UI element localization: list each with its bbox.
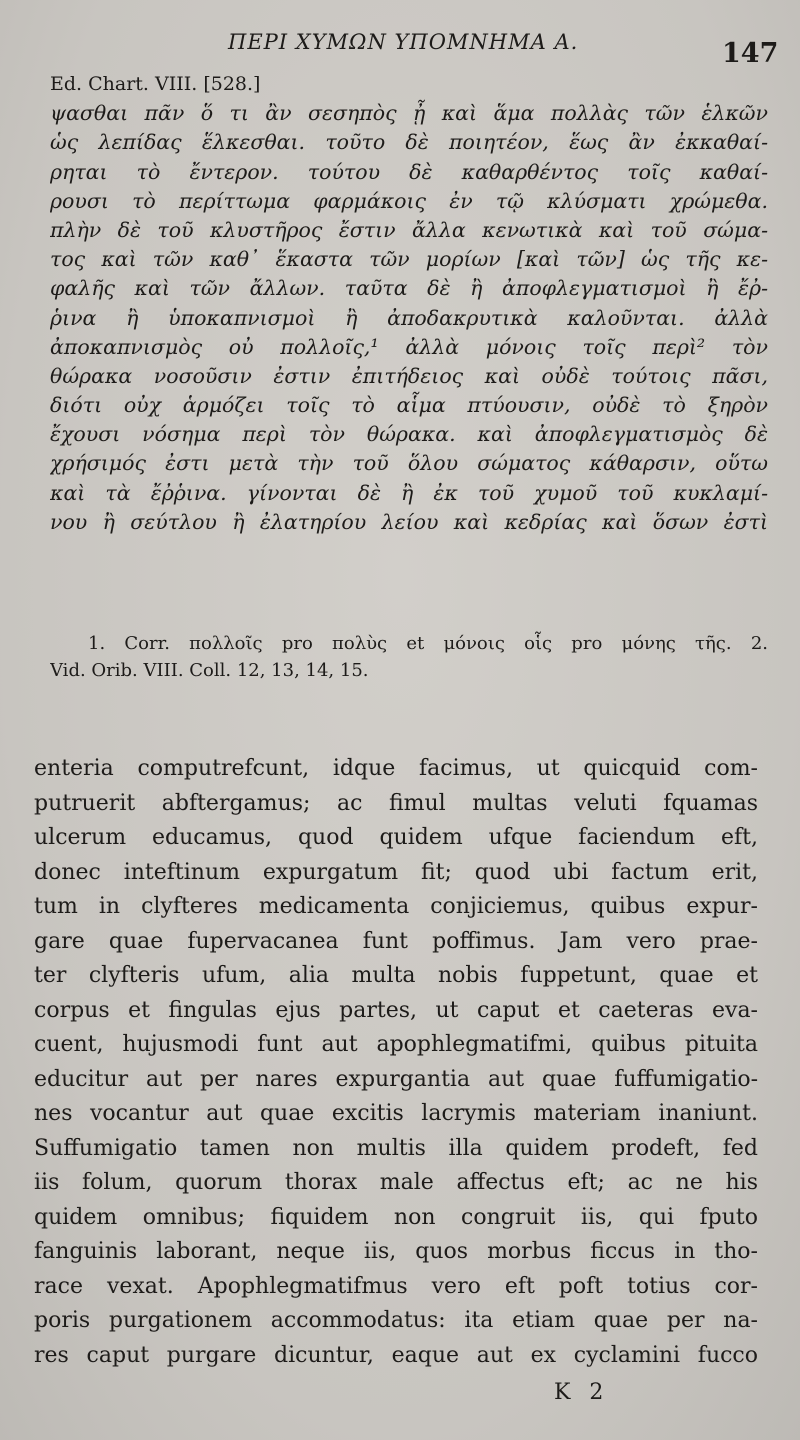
latin-line: ulcerum educamus, quod quidem ufque faciendum eft, (34, 825, 758, 850)
latin-line: educitur aut per nares expurgantia aut quae fuffumigatio- (34, 1066, 758, 1092)
greek-line: πλὴν δὲ τοῦ κλυστῆρος ἔστιν ἄλλα κενωτικὰ καὶ τοῦ σώμα- (50, 217, 768, 242)
latin-line: cuent, hujusmodi funt aut apophlegmatifmi, quibus pituita (34, 1032, 758, 1057)
greek-line: ὡς λεπίδας ἕλκεσθαι. τοῦτο δὲ ποιητέον, ἕως ἂν ἐκκαθαί- (50, 130, 768, 155)
latin-line: enteria computrefcunt, idque facimus, ut quicquid com- (34, 756, 758, 781)
latin-line: Suffumigatio tamen non multis illa quidem prodeft, fed (34, 1135, 758, 1161)
greek-line: διότι οὐχ ἁρμόζει τοῖς τὸ αἷμα πτύουσιν, οὐδὲ τὸ ξηρὸν (50, 393, 768, 418)
greek-line: ρουσι τὸ περίττωμα φαρμάκοις ἐν τῷ κλύσματι χρώμεθα. (50, 188, 768, 213)
latin-line: quidem omnibus; fiquidem non congruit iis, qui fputo (34, 1204, 758, 1230)
greek-line: καὶ τὰ ἔῤῥινα. γίνονται δὲ ἢ ἐκ τοῦ χυμοῦ τοῦ κυκλαμί- (50, 480, 768, 505)
greek-line: νου ἢ σεύτλου ἢ ἐλατηρίου λείου καὶ κεδρίας καὶ ὅσων ἐστὶ (50, 509, 768, 534)
greek-text-block (50, 70, 768, 537)
greek-line: θώρακα νοσοῦσιν ἐστιν ἐπιτήδειος καὶ οὐδὲ τούτοις πᾶσι, (50, 363, 768, 388)
edition-reference: Ed. Chart. VIII. [528.] (50, 73, 261, 95)
latin-line: nes vocantur aut quae excitis lacrymis materiam inaniunt. (34, 1101, 758, 1126)
latin-line: iis folum, quorum thorax male affectus eft; ac ne his (34, 1170, 758, 1195)
greek-line: ρηται τὸ ἔντερον. τούτου δὲ καθαρθέντος τοῖς καθαί- (50, 159, 768, 184)
latin-line: gare quae fupervacanea funt poffimus. Jam vero prae- (34, 928, 758, 954)
running-title: ΠΕΡΙ ΧΥΜΩΝ ΥΠΟΜΝΗΜΑ Α. (228, 30, 579, 54)
greek-line: ῥινα ἢ ὑποκαπνισμοὶ ἢ ἀποδακρυτικὰ καλοῦνται. ἀλλὰ (50, 305, 768, 330)
greek-line: ἔχουσι νόσημα περὶ τὸν θώρακα. καὶ ἀποφλεγματισμὸς δὲ (50, 422, 768, 447)
latin-line: tum in clyfteres medicamenta conjiciemus, quibus expur- (34, 894, 758, 919)
latin-line: res caput purgare dicuntur, eaque aut ex cyclamini fucco (34, 1342, 758, 1368)
latin-line: corpus et fingulas ejus partes, ut caput et caeteras eva- (34, 997, 758, 1023)
footnote-line: 1. Corr. πολλοῖς pro πολὺς et μόνοις οἷς pro μόνης τῆς. 2. (88, 633, 768, 654)
latin-line: ter clyfteris ufum, alia multa nobis fuppetunt, quae et (34, 963, 758, 988)
latin-line: fanguinis laborant, neque iis, quos morbus ficcus in tho- (34, 1239, 758, 1264)
greek-line: τος καὶ τῶν καθ᾽ ἕκαστα τῶν μορίων [καὶ τῶν] ὡς τῆς κε- (50, 247, 768, 272)
greek-line: ψασθαι πᾶν ὅ τι ἂν σεσηπὸς ᾖ καὶ ἅμα πολλὰς τῶν ἑλκῶν (50, 101, 768, 126)
latin-line: race vexat. Apophlegmatifmus vero eft poft totius cor- (34, 1273, 758, 1299)
footnotes (50, 630, 768, 684)
latin-line: donec inteftinum expurgatum fit; quod ubi factum erit, (34, 859, 758, 885)
page-number: 147 (722, 38, 779, 69)
greek-line: φαλῆς καὶ τῶν ἄλλων. ταῦτα δὲ ἢ ἀποφλεγματισμοὶ ἢ ἔῤ- (50, 276, 768, 301)
signature-mark: K 2 (554, 1380, 610, 1405)
footnote-line: Vid. Orib. VIII. Coll. 12, 13, 14, 15. (50, 660, 369, 681)
latin-line: putruerit abftergamus; ac fimul multas veluti fquamas (34, 790, 758, 816)
latin-text-block (34, 752, 758, 1373)
greek-line: ἀποκαπνισμὸς οὐ πολλοῖς,¹ ἀλλὰ μόνοις τοῖς περὶ² τὸν (50, 334, 768, 359)
greek-line: χρήσιμός ἐστι μετὰ τὴν τοῦ ὅλου σώματος κάθαρσιν, οὕτω (50, 451, 768, 476)
latin-line: poris purgationem accommodatus: ita etiam quae per na- (34, 1308, 758, 1333)
running-head (0, 30, 800, 69)
